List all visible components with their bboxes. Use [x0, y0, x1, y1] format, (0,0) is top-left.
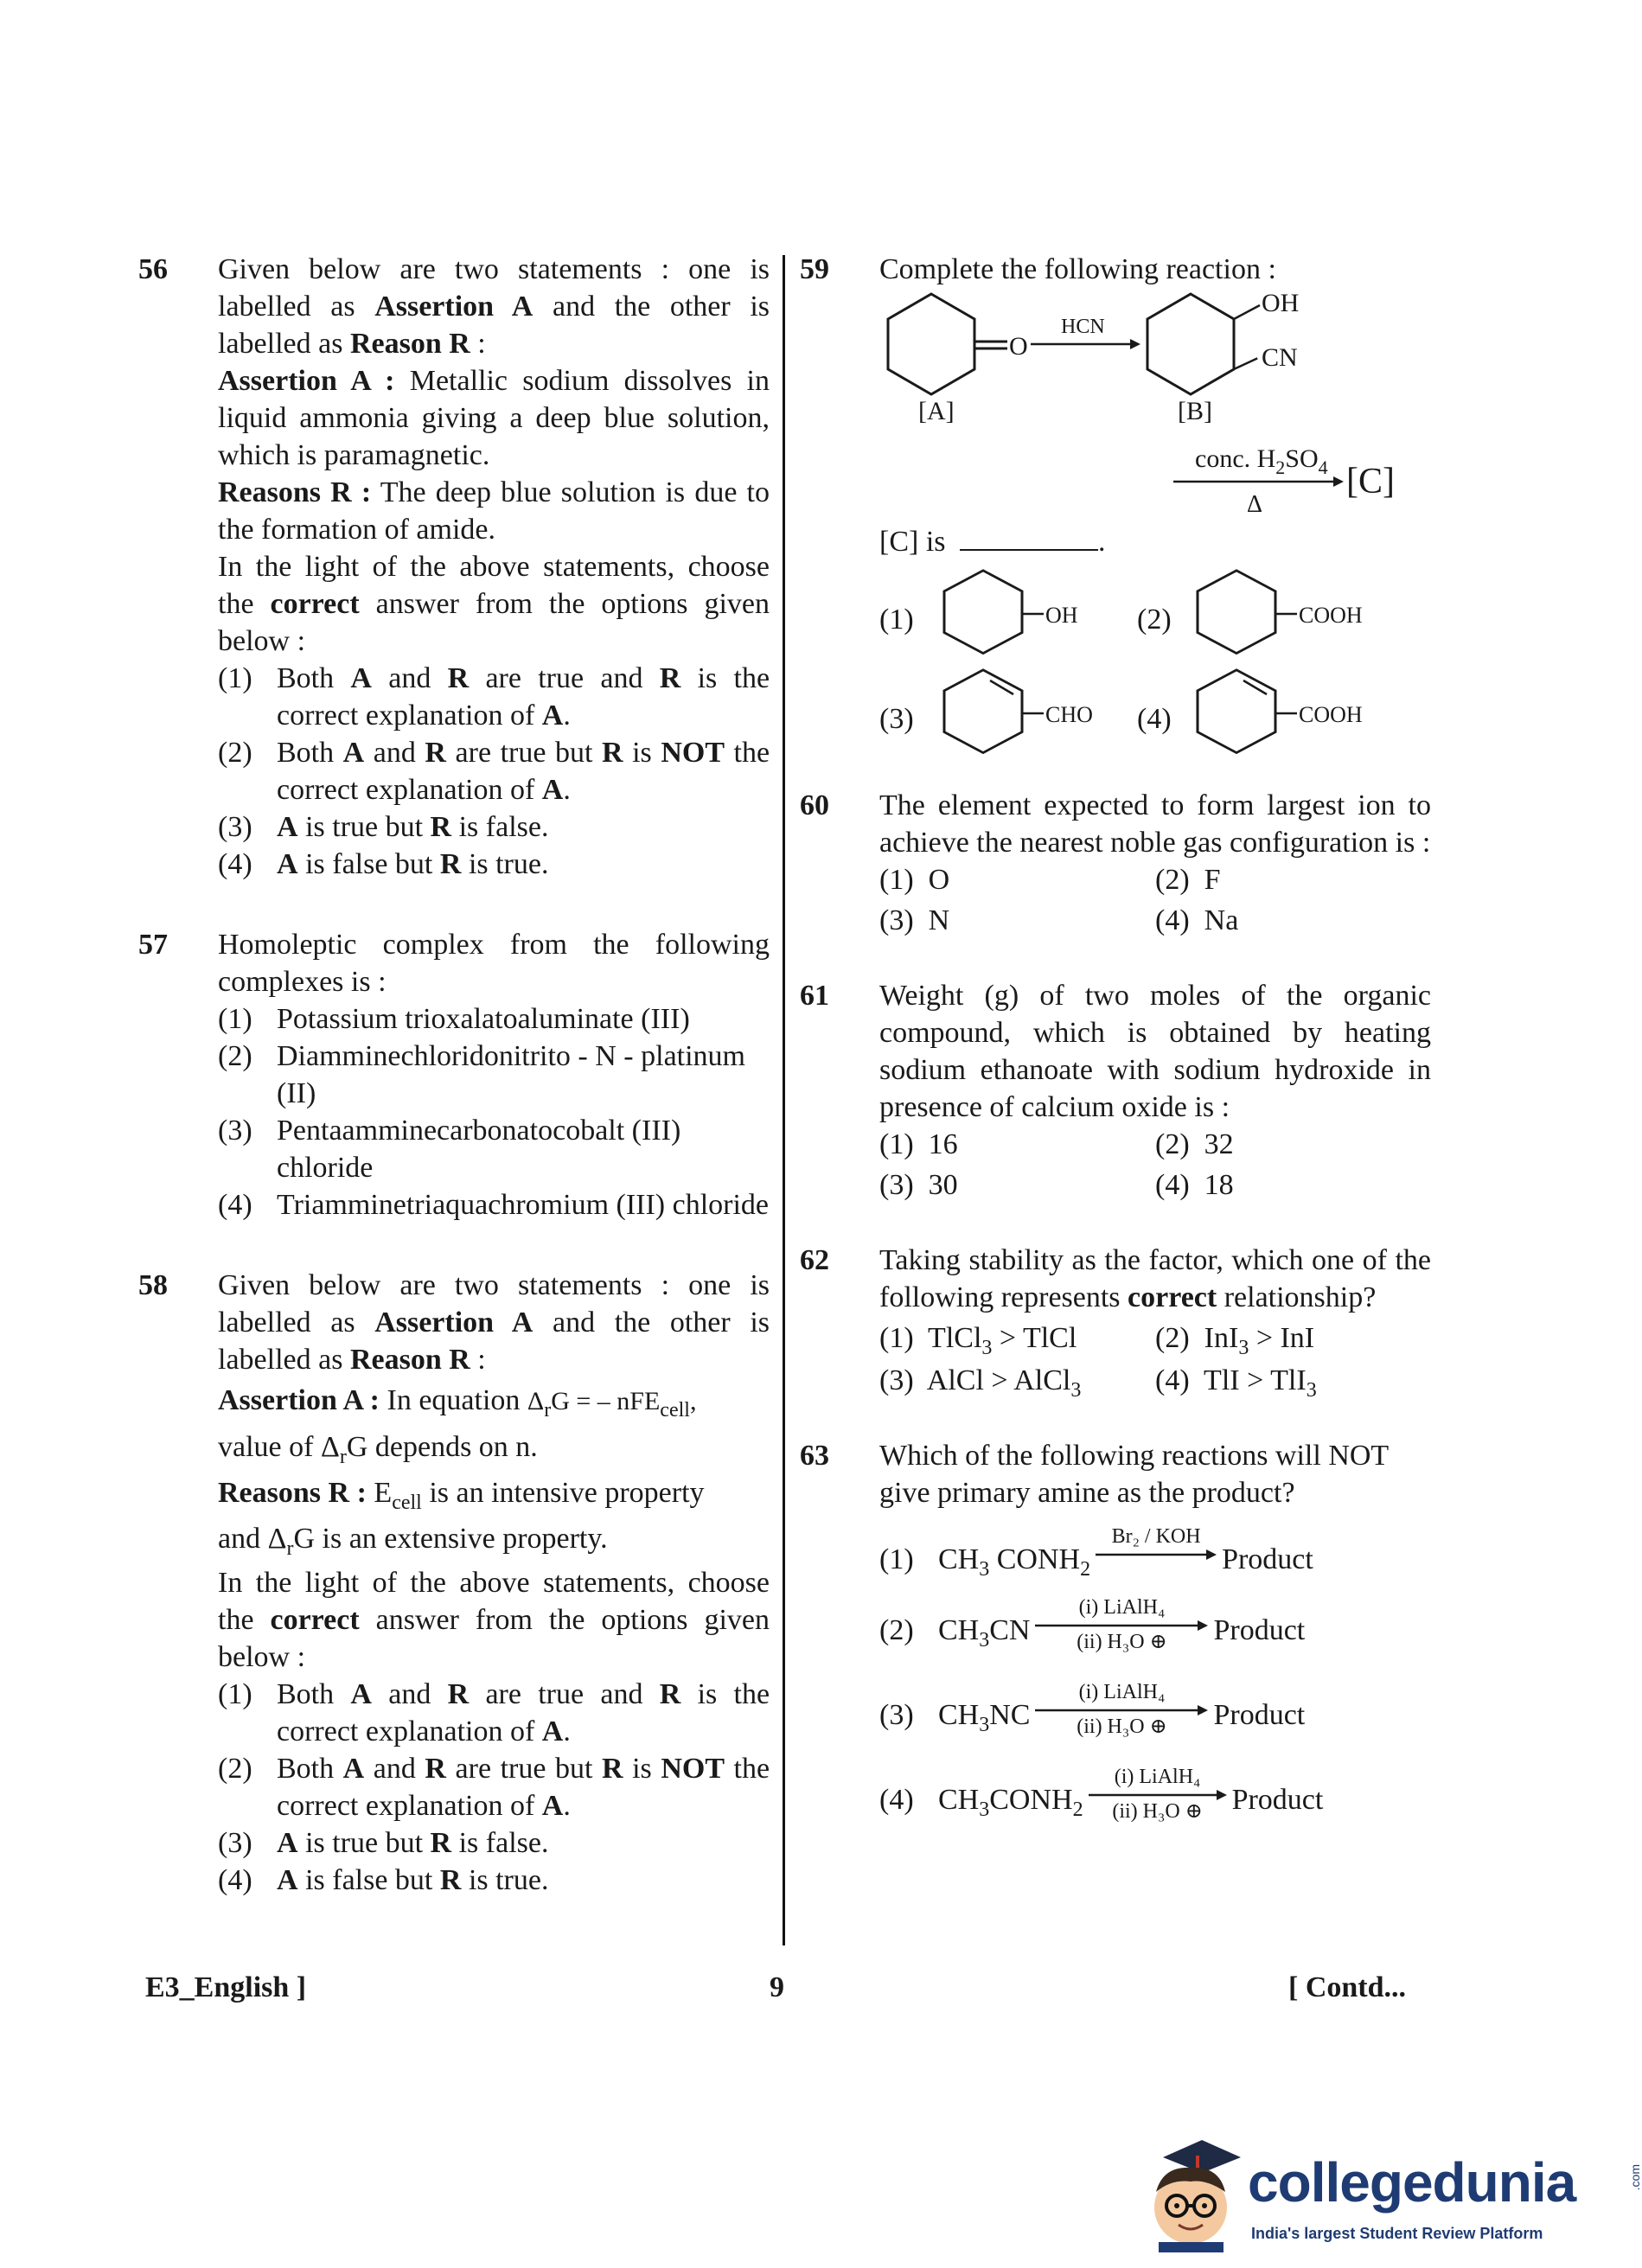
question-stem: Complete the following reaction : [879, 253, 1276, 285]
option-1[interactable]: (1) 16 [879, 1128, 958, 1160]
cyclohexene-carbaldehyde-structure [931, 670, 1139, 757]
assertion: Assertion A : In equation $\Delta_rG$ = – nFE$_{cell}$, [218, 1384, 697, 1421]
equation: $\Delta_rG$ = – nFE$_{cell}$, [527, 1387, 697, 1421]
reaction-arrow: (i) LiAlH₄ (ii) H₃O ⊕ [1089, 1782, 1227, 1817]
option-3[interactable]: (3) A is true but R is false. [218, 1827, 549, 1859]
assertion-cont: value of $\Delta_rG$ depends on n. [218, 1431, 538, 1468]
assertion: Assertion A : Metallic sodium dissolves in liquid ammonia giving a deep blue solution, which is paramagnetic. [218, 365, 770, 471]
option-4[interactable]: (4) Na [1155, 904, 1239, 936]
page-number: 9 [770, 1971, 784, 2003]
options-row-1 [879, 1126, 1431, 1163]
svg-text:OH: OH [1045, 603, 1078, 628]
cyclohexene-carboxylic-acid-structure [1185, 670, 1427, 757]
label-B: [B] [1178, 397, 1212, 425]
svg-text:COOH: COOH [1299, 702, 1363, 727]
option-3[interactable]: (3) 30 [879, 1169, 958, 1201]
option-2[interactable]: (2) InI$_3$ > InI [1155, 1322, 1315, 1359]
mascot-icon [1137, 2131, 1241, 2252]
question-number: 59 [800, 253, 829, 285]
instruction: In the light of the above statements, choose the correct answer from the options given below : [218, 1567, 770, 1673]
reason: Reasons R : $E_{cell}$ is an intensive property [218, 1477, 705, 1514]
reason: Reasons R : The deep blue solution is due to the formation of amide. [218, 476, 770, 546]
question-56 [138, 251, 770, 883]
question-59 [800, 251, 1431, 787]
option-4[interactable]: (4) COOH [1137, 692, 1422, 770]
options-row-2 [879, 1362, 1431, 1402]
option-2[interactable]: (2) $CH_3CN$ (i) LiAlH₄ (ii) H₃O ⊕ Product [879, 1596, 1306, 1653]
svg-text:CHO: CHO [1045, 702, 1093, 727]
label-A: [A] [918, 397, 955, 425]
options-row-2 [879, 1166, 1431, 1204]
option-1[interactable]: (1) Potassium trioxalatoaluminate (III) [218, 1003, 690, 1035]
question-number: 58 [138, 1269, 168, 1301]
options-row-1 [879, 1319, 1431, 1357]
option-3[interactable]: (3) N [879, 904, 950, 936]
option-3[interactable]: (3) A is true but R is false. [218, 811, 549, 843]
option-1[interactable]: (1) TlCl$_3$ > TlCl [879, 1322, 1077, 1359]
question-61 [800, 977, 1431, 1204]
option-1[interactable]: (1) OH [879, 592, 1139, 670]
brand-dotcom: .com [1628, 2164, 1642, 2191]
c-is-line: [C] is . [879, 526, 1106, 558]
question-number: 63 [800, 1440, 829, 1472]
option-4[interactable]: (4) 18 [1155, 1169, 1234, 1201]
question-62 [800, 1242, 1431, 1402]
option-3[interactable]: (3) Pentaamminecarbonatocobalt (III) chloride [218, 1115, 681, 1184]
option-3[interactable]: (3) $CH_3NC$ (i) LiAlH₄ (ii) H₃O ⊕ Product [879, 1681, 1306, 1738]
oxygen-label: O [1009, 332, 1028, 361]
cyclohexane-ring-A [888, 294, 974, 394]
question-stem: Given below are two statements : one is labelled as Assertion A and the other is labelled as Reason R : [218, 253, 770, 360]
brand-name: collegedunia [1248, 2151, 1576, 2214]
options-row-1 [879, 861, 1431, 898]
option-1[interactable]: (1) $CH_3$ $CONH_2$ Br₂ / KOH Product [879, 1525, 1313, 1581]
question-58 [138, 1267, 770, 1899]
option-4[interactable]: (4) A is false but R is true. [218, 848, 549, 880]
question-60 [800, 787, 1431, 939]
question-number: 60 [800, 789, 829, 821]
left-column [138, 251, 770, 1899]
option-3[interactable]: (3) CHO [879, 692, 1139, 770]
option-3[interactable]: (3) AlCl > AlCl$_3$ [879, 1364, 1082, 1402]
option-1[interactable]: (1) Both A and R are true and R is the correct explanation of A. [218, 1678, 770, 1747]
question-stem: Homoleptic complex from the following complexes is : [218, 929, 770, 998]
option-1[interactable]: (1) Both A and R are true and R is the correct explanation of A. [218, 662, 770, 732]
instruction: In the light of the above statements, choose the correct answer from the options given below : [218, 551, 770, 657]
question-stem: Weight (g) of two moles of the organic compound, which is obtained by heating sodium ethanoate with sodium hydroxide in presence of calcium oxide is : [879, 980, 1431, 1123]
question-number: 57 [138, 929, 168, 961]
question-63 [800, 1437, 1431, 1826]
question-stem: Which of the following reactions will NOT give primary amine as the product? [879, 1440, 1389, 1509]
cn-label: CN [1262, 343, 1298, 372]
question-number: 61 [800, 980, 829, 1012]
question-number: 56 [138, 253, 168, 285]
cyclohexane-ring-B [1147, 294, 1234, 394]
option-4[interactable]: (4) TlI > TlI$_3$ [1155, 1364, 1317, 1402]
reaction-arrow: (i) LiAlH₄ (ii) H₃O ⊕ [1035, 1697, 1208, 1732]
label-C: [C] [1346, 462, 1395, 502]
option-4[interactable]: (4) Triamminetriaquachromium (III) chloride [218, 1189, 770, 1221]
footer-right: [ Contd... [1288, 1971, 1407, 2003]
reaction-arrow: (i) LiAlH₄ (ii) H₃O ⊕ [1035, 1613, 1208, 1647]
question-stem: The element expected to form largest ion to achieve the nearest noble gas configuration is : [879, 789, 1431, 859]
question-57 [138, 926, 770, 1223]
delta-label: Δ [1247, 491, 1263, 518]
cyclohexanol-structure [931, 571, 1139, 657]
question-stem: Given below are two statements : one is labelled as Assertion A and the other is labelled as Reason R : [218, 1269, 770, 1376]
brand-tagline: India's largest Student Review Platform [1251, 2225, 1543, 2242]
oh-label: OH [1262, 289, 1300, 317]
reagent-h2so4: conc. $H_2SO_4$ [1195, 444, 1328, 478]
svg-text:COOH: COOH [1299, 603, 1363, 628]
option-2[interactable]: (2) Diamminechloridonitrito - N - platinum (II) [218, 1040, 746, 1109]
option-2[interactable]: (2) F [1155, 864, 1221, 896]
option-4[interactable]: (4) A is false but R is true. [218, 1864, 549, 1896]
footer-left: E3_English ] [145, 1971, 307, 2003]
reaction-scheme [879, 290, 1433, 540]
question-number: 62 [800, 1244, 829, 1276]
option-2[interactable]: (2) Both A and R are true but R is NOT the correct explanation of A. [218, 1753, 770, 1822]
options-row-2 [879, 902, 1431, 939]
cyclohexanecarboxylic-acid-structure [1185, 571, 1427, 657]
reason-cont: and $\Delta_rG$ is an extensive property. [218, 1523, 608, 1560]
option-4[interactable]: (4) $CH_3CONH_2$ (i) LiAlH₄ (ii) H₃O ⊕ Product [879, 1766, 1324, 1823]
reaction-arrow: Br₂ / KOH [1096, 1542, 1217, 1576]
column-divider [783, 255, 785, 1945]
option-2[interactable]: (2) 32 [1155, 1128, 1234, 1160]
reagent-hcn: HCN [1061, 316, 1105, 338]
option-1[interactable]: (1) O [879, 864, 950, 896]
option-2[interactable]: (2) COOH [1137, 592, 1422, 670]
question-stem: Taking stability as the factor, which one of the following represents correct relationship? [879, 1244, 1431, 1313]
option-2[interactable]: (2) Both A and R are true but R is NOT the correct explanation of A. [218, 737, 770, 806]
right-column [800, 251, 1431, 1826]
